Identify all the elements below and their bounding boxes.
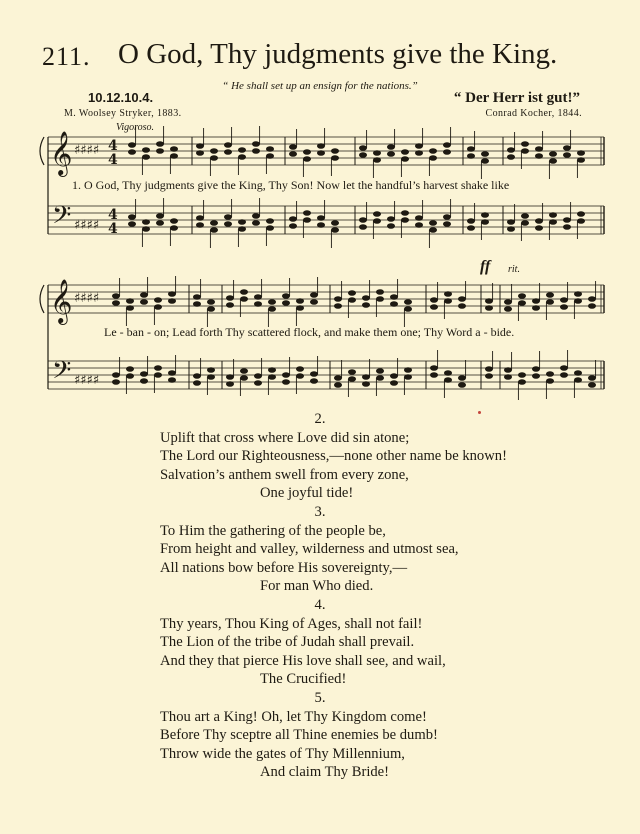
note-head: [481, 151, 489, 157]
stanza-line: The Crucified!: [260, 671, 347, 688]
note-head: [401, 210, 409, 216]
note-head: [317, 143, 325, 149]
note-head: [577, 150, 585, 156]
note-head: [254, 380, 262, 386]
note-head: [207, 306, 215, 312]
note-head: [467, 153, 475, 159]
note-head: [240, 368, 248, 374]
note-head: [154, 372, 162, 378]
note-head: [168, 377, 176, 383]
note-head: [546, 292, 554, 298]
note-head: [126, 366, 134, 372]
note-head: [210, 220, 218, 226]
note-head: [376, 368, 384, 374]
note-head: [140, 292, 148, 298]
note-head: [444, 291, 452, 297]
note-head: [532, 305, 540, 311]
lyric-line-1: 1. O God, Thy judgments give the King, Thy Son! Now let the handful’s harvest shake like: [72, 178, 510, 192]
note-head: [359, 152, 367, 158]
note-head: [535, 225, 543, 231]
note-head: [240, 289, 248, 295]
stanza-line: All nations bow before His sovereignty,—: [160, 559, 408, 576]
note-head: [303, 217, 311, 223]
note-head: [521, 220, 529, 226]
note-head: [549, 151, 557, 157]
note-head: [535, 218, 543, 224]
note-head: [142, 226, 150, 232]
note-head: [444, 298, 452, 304]
note-head: [485, 373, 493, 379]
note-head: [518, 372, 526, 378]
note-head: [443, 149, 451, 155]
note-head: [507, 147, 515, 153]
note-head: [504, 299, 512, 305]
note-head: [444, 370, 452, 376]
note-head: [430, 304, 438, 310]
note-head: [404, 299, 412, 305]
note-head: [142, 147, 150, 153]
note-head: [128, 142, 136, 148]
note-head: [387, 144, 395, 150]
note-head: [588, 303, 596, 309]
note-head: [373, 218, 381, 224]
note-head: [359, 145, 367, 151]
treble-clef-icon: 𝄞: [50, 279, 73, 323]
note-head: [521, 148, 529, 154]
note-head: [226, 302, 234, 308]
note-head: [193, 380, 201, 386]
note-head: [504, 374, 512, 380]
note-head: [415, 143, 423, 149]
note-head: [588, 375, 596, 381]
key-signature: ♯♯♯♯: [74, 143, 100, 158]
note-head: [156, 220, 164, 226]
note-head: [238, 147, 246, 153]
note-head: [282, 300, 290, 306]
note-head: [240, 375, 248, 381]
note-head: [252, 213, 260, 219]
note-head: [238, 219, 246, 225]
epigraph: “ He shall set up an ensign for the nations.”: [222, 80, 418, 92]
note-head: [481, 212, 489, 218]
note-head: [154, 297, 162, 303]
note-head: [387, 223, 395, 229]
note-head: [317, 150, 325, 156]
note-head: [196, 222, 204, 228]
note-head: [373, 150, 381, 156]
time-signature: 4: [108, 152, 118, 168]
note-head: [560, 304, 568, 310]
note-head: [577, 218, 585, 224]
key-signature: ♯♯♯♯: [74, 291, 100, 306]
stanza-line: And they that pierce His love shall see, and wail,: [160, 652, 446, 669]
note-head: [549, 219, 557, 225]
bass-clef-icon: 𝄢: [52, 356, 72, 391]
note-head: [390, 380, 398, 386]
stanza-line: The Lord our Righteousness,—none other name be known!: [160, 448, 507, 465]
note-head: [193, 301, 201, 307]
note-head: [535, 153, 543, 159]
note-head: [193, 294, 201, 300]
note-head: [348, 376, 356, 382]
note-head: [430, 297, 438, 303]
note-head: [224, 221, 232, 227]
arranger-credit: Conrad Kocher, 1844.: [485, 108, 582, 119]
note-head: [588, 382, 596, 388]
note-head: [317, 215, 325, 221]
note-head: [429, 220, 437, 226]
note-head: [303, 210, 311, 216]
note-head: [266, 225, 274, 231]
note-head: [588, 296, 596, 302]
note-head: [266, 218, 274, 224]
note-head: [560, 372, 568, 378]
note-head: [546, 378, 554, 384]
note-head: [373, 157, 381, 163]
note-head: [518, 379, 526, 385]
note-head: [210, 227, 218, 233]
note-head: [362, 295, 370, 301]
note-head: [334, 296, 342, 302]
note-head: [443, 142, 451, 148]
note-head: [331, 220, 339, 226]
note-head: [170, 218, 178, 224]
stanza-line: Thy years, Thou King of Ages, shall not fail!: [160, 615, 423, 632]
note-head: [532, 366, 540, 372]
note-head: [521, 141, 529, 147]
time-signature: 4: [108, 221, 118, 237]
stanza-line: One joyful tide!: [260, 485, 354, 502]
time-signature: 4: [108, 207, 118, 223]
note-head: [310, 299, 318, 305]
note-head: [485, 366, 493, 372]
note-head: [226, 295, 234, 301]
note-head: [207, 299, 215, 305]
note-head: [282, 372, 290, 378]
note-head: [362, 381, 370, 387]
note-head: [156, 148, 164, 154]
note-head: [268, 374, 276, 380]
note-head: [168, 298, 176, 304]
note-head: [467, 146, 475, 152]
note-head: [574, 298, 582, 304]
note-head: [142, 219, 150, 225]
note-head: [390, 373, 398, 379]
note-head: [485, 298, 493, 304]
note-head: [140, 371, 148, 377]
note-head: [170, 146, 178, 152]
note-head: [224, 149, 232, 155]
note-head: [334, 375, 342, 381]
note-head: [458, 382, 466, 388]
note-head: [549, 212, 557, 218]
note-head: [238, 226, 246, 232]
note-head: [507, 226, 515, 232]
stanza-number: 2.: [314, 411, 326, 427]
note-head: [126, 305, 134, 311]
brace: [40, 137, 44, 165]
note-head: [126, 298, 134, 304]
key-signature: ♯♯♯♯: [74, 218, 100, 233]
note-head: [415, 150, 423, 156]
note-head: [577, 157, 585, 163]
note-head: [467, 225, 475, 231]
note-head: [458, 375, 466, 381]
note-head: [348, 369, 356, 375]
stanza-line: Salvation’s anthem swell from every zone,: [160, 466, 409, 483]
note-head: [518, 293, 526, 299]
note-head: [142, 154, 150, 160]
note-head: [207, 374, 215, 380]
note-head: [128, 221, 136, 227]
note-head: [429, 148, 437, 154]
note-head: [303, 156, 311, 162]
stanza-line: The Lion of the tribe of Judah shall prevail.: [160, 634, 415, 651]
note-head: [156, 141, 164, 147]
note-head: [334, 382, 342, 388]
note-head: [207, 367, 215, 373]
note-head: [268, 306, 276, 312]
note-head: [401, 156, 409, 162]
stanzas: [160, 410, 600, 782]
note-head: [254, 301, 262, 307]
note-head: [563, 224, 571, 230]
note-head: [362, 374, 370, 380]
note-head: [429, 155, 437, 161]
stanza-line: And claim Thy Bride!: [260, 764, 390, 781]
note-head: [170, 225, 178, 231]
note-head: [112, 372, 120, 378]
ritardando-marking: rit.: [508, 264, 520, 275]
stanza-line: From height and valley, wilderness and utmost sea,: [160, 541, 459, 558]
note-head: [224, 214, 232, 220]
note-head: [546, 371, 554, 377]
stanza-line: Uplift that cross where Love did sin atone;: [160, 429, 410, 446]
note-head: [196, 215, 204, 221]
note-head: [546, 299, 554, 305]
note-head: [154, 365, 162, 371]
note-head: [296, 298, 304, 304]
stanza-line: Thou art a King! Oh, let Thy Kingdom come!: [160, 708, 427, 725]
meter: 10.12.10.4.: [88, 90, 154, 105]
note-head: [415, 222, 423, 228]
note-head: [296, 373, 304, 379]
note-head: [563, 152, 571, 158]
note-head: [376, 289, 384, 295]
note-head: [196, 143, 204, 149]
note-head: [238, 154, 246, 160]
note-head: [289, 216, 297, 222]
note-head: [504, 306, 512, 312]
key-signature: ♯♯♯♯: [74, 373, 100, 388]
note-head: [415, 215, 423, 221]
note-head: [140, 378, 148, 384]
note-head: [443, 214, 451, 220]
note-head: [521, 213, 529, 219]
note-head: [574, 370, 582, 376]
note-head: [252, 141, 260, 147]
note-head: [296, 366, 304, 372]
note-head: [266, 146, 274, 152]
note-head: [196, 150, 204, 156]
stanza-number: 4.: [314, 596, 326, 613]
note-head: [429, 227, 437, 233]
time-signature: 4: [108, 138, 118, 154]
note-head: [387, 216, 395, 222]
note-head: [563, 217, 571, 223]
note-head: [226, 381, 234, 387]
note-head: [126, 373, 134, 379]
note-head: [112, 293, 120, 299]
note-head: [112, 300, 120, 306]
note-head: [387, 151, 395, 157]
note-head: [348, 290, 356, 296]
dynamic-marking: ff: [480, 258, 491, 275]
note-head: [156, 213, 164, 219]
note-head: [254, 294, 262, 300]
note-head: [504, 367, 512, 373]
note-head: [252, 148, 260, 154]
note-head: [303, 149, 311, 155]
note-head: [154, 304, 162, 310]
note-head: [140, 299, 148, 305]
stanza-line: For man Who died.: [260, 578, 374, 595]
note-head: [560, 297, 568, 303]
note-head: [168, 370, 176, 376]
note-head: [268, 299, 276, 305]
note-head: [128, 214, 136, 220]
note-head: [310, 378, 318, 384]
note-head: [560, 365, 568, 371]
note-head: [310, 371, 318, 377]
note-head: [507, 219, 515, 225]
note-head: [404, 367, 412, 373]
note-head: [481, 219, 489, 225]
note-head: [563, 145, 571, 151]
hymn-title: O God, Thy judgments give the King.: [118, 38, 558, 70]
note-head: [443, 221, 451, 227]
tune-name: “ Der Herr ist gut!”: [453, 90, 580, 106]
note-head: [210, 155, 218, 161]
note-head: [458, 303, 466, 309]
bass-clef-icon: 𝄢: [52, 201, 72, 236]
note-head: [266, 153, 274, 159]
note-head: [401, 149, 409, 155]
note-head: [331, 148, 339, 154]
note-head: [359, 217, 367, 223]
note-head: [170, 153, 178, 159]
note-head: [481, 158, 489, 164]
note-head: [577, 211, 585, 217]
note-head: [359, 224, 367, 230]
note-head: [467, 218, 475, 224]
note-head: [485, 305, 493, 311]
stanza-line: Throw wide the gates of Thy Millennium,: [160, 745, 405, 762]
composer-credit: M. Woolsey Stryker, 1883.: [64, 108, 182, 119]
note-head: [296, 305, 304, 311]
note-head: [404, 306, 412, 312]
note-head: [362, 302, 370, 308]
note-head: [390, 301, 398, 307]
stanza-number: 3.: [314, 503, 326, 520]
treble-clef-icon: 𝄞: [50, 131, 73, 175]
note-head: [518, 300, 526, 306]
lyric-line-2: Le - ban - on; Lead forth Thy scattered flock, and make them one; Thy Word a - bide.: [104, 325, 515, 339]
note-head: [376, 375, 384, 381]
note-head: [210, 148, 218, 154]
note-head: [331, 227, 339, 233]
note-head: [458, 296, 466, 302]
note-head: [334, 303, 342, 309]
note-head: [376, 296, 384, 302]
note-head: [310, 292, 318, 298]
note-head: [549, 158, 557, 164]
note-head: [168, 291, 176, 297]
note-head: [252, 220, 260, 226]
note-head: [268, 367, 276, 373]
note-head: [532, 373, 540, 379]
note-head: [373, 211, 381, 217]
note-head: [289, 223, 297, 229]
note-head: [348, 297, 356, 303]
note-head: [240, 296, 248, 302]
note-head: [574, 291, 582, 297]
note-head: [128, 149, 136, 155]
note-head: [331, 155, 339, 161]
note-head: [430, 365, 438, 371]
note-head: [401, 217, 409, 223]
stanza-line: Before Thy sceptre all Thine enemies be dumb!: [160, 727, 438, 744]
note-head: [535, 146, 543, 152]
note-head: [532, 298, 540, 304]
note-head: [317, 222, 325, 228]
note-head: [112, 379, 120, 385]
stanza-line: To Him the gathering of the people be,: [160, 522, 386, 539]
note-head: [390, 294, 398, 300]
note-head: [404, 374, 412, 380]
stanza-number: 5.: [314, 689, 326, 706]
note-head: [289, 144, 297, 150]
note-head: [430, 372, 438, 378]
note-head: [254, 373, 262, 379]
hymn-number: 211.: [42, 42, 91, 71]
note-head: [282, 379, 290, 385]
note-head: [507, 154, 515, 160]
note-head: [444, 377, 452, 383]
tempo-marking: Vigoroso.: [116, 122, 155, 133]
note-head: [224, 142, 232, 148]
brace: [40, 285, 44, 313]
note-head: [193, 373, 201, 379]
note-head: [282, 293, 290, 299]
note-head: [289, 151, 297, 157]
note-head: [574, 377, 582, 383]
note-head: [226, 374, 234, 380]
